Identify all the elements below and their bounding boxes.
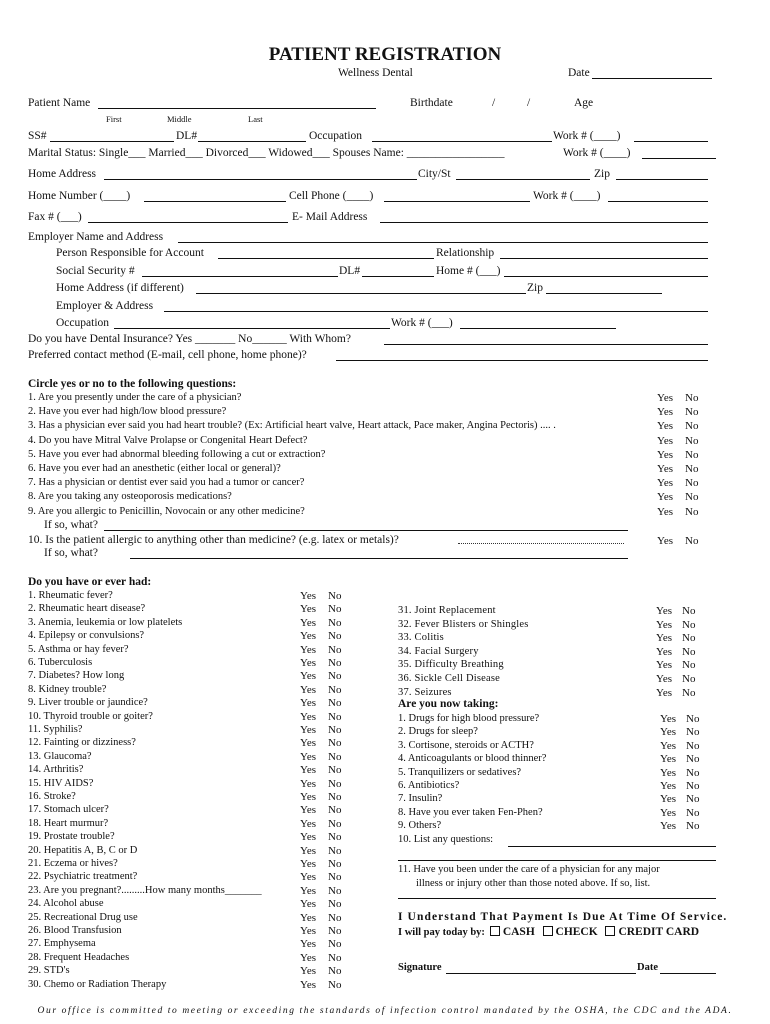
ever-had-yes[interactable]: Yes — [300, 724, 317, 736]
ever-had-yes[interactable]: Yes — [300, 844, 317, 857]
ss-label: SS# — [28, 130, 47, 142]
ever-had-no[interactable]: No — [328, 817, 342, 830]
ever-had-yes[interactable]: Yes — [300, 898, 317, 911]
q11-field[interactable] — [398, 898, 716, 899]
birthdate-label: Birthdate — [410, 97, 453, 109]
circle-question: 9. Are you allergic to Penicillin, Novocain or any other medicine? — [28, 505, 305, 517]
ever-had-yes[interactable]: Yes — [300, 670, 317, 683]
taking-item: 7. Insulin? — [398, 793, 443, 805]
circle-no[interactable]: No — [685, 491, 699, 504]
resp-work-label: Work # (___) — [391, 317, 453, 329]
patient-name-field[interactable] — [98, 108, 376, 109]
taking-yes[interactable]: Yes — [660, 806, 677, 819]
employer-label: Employer Name and Address — [28, 231, 164, 243]
ever-had-no[interactable]: No — [328, 737, 342, 750]
ever-had-yes[interactable]: Yes — [300, 657, 317, 669]
date-label: Date — [568, 67, 590, 79]
ever-had-no[interactable]: No — [328, 616, 342, 629]
responsible-person-label: Person Responsible for Account — [56, 247, 204, 259]
taking-item: 5. Tranquilizers or sedatives? — [398, 766, 522, 778]
q11-line1: 11. Have you been under the care of a physician for any major — [398, 864, 660, 875]
ever-had-yes[interactable]: Yes — [300, 683, 317, 696]
ever-had-yes[interactable]: Yes — [300, 938, 317, 951]
ever-had-no[interactable]: No — [328, 911, 342, 924]
ever-had-right-no[interactable]: No — [682, 605, 696, 617]
circle-no[interactable]: No — [685, 505, 699, 518]
ever-had-yes[interactable]: Yes — [300, 817, 317, 830]
circle-question: 6. Have you ever had an anesthetic (either local or general)? — [28, 463, 281, 474]
resp-ss-field[interactable] — [142, 276, 338, 277]
ever-had-item-right: 32. Fever Blisters or Shingles — [398, 618, 529, 630]
if-so-label: If so, what? — [44, 519, 98, 531]
circle-no[interactable]: No — [685, 448, 699, 461]
circle-yes[interactable]: Yes — [657, 420, 674, 433]
pay-today-label: I will pay today by: — [398, 927, 485, 938]
taking-no[interactable]: No — [686, 739, 700, 752]
age-label: Age — [574, 97, 594, 109]
ever-had-item: 17. Stomach ulcer? — [28, 804, 109, 816]
taking-no[interactable]: No — [686, 726, 700, 739]
ever-had-yes[interactable]: Yes — [300, 965, 317, 978]
taking-no[interactable]: No — [686, 806, 700, 819]
taking-heading: Are you now taking: — [398, 698, 499, 710]
last-sublabel: Last — [248, 114, 263, 124]
taking-yes[interactable]: Yes — [660, 780, 677, 792]
ever-had-no[interactable]: No — [328, 603, 342, 616]
home-number-field[interactable] — [144, 201, 286, 202]
circle-no[interactable]: No — [685, 477, 699, 490]
ever-had-item-right: 31. Joint Replacement — [398, 605, 496, 616]
circle-no[interactable]: No — [685, 434, 699, 447]
ever-had-item: 26. Blood Transfusion — [28, 925, 122, 936]
circle-yes[interactable]: Yes — [657, 463, 674, 475]
circle-yes[interactable]: Yes — [657, 434, 674, 447]
ever-had-right-yes[interactable]: Yes — [656, 618, 673, 631]
work-field-2[interactable] — [642, 158, 716, 159]
taking-yes[interactable]: Yes — [660, 766, 677, 779]
list-questions-label: 10. List any questions: — [398, 834, 494, 845]
ever-had-right-no[interactable]: No — [682, 686, 696, 699]
resp-home-field[interactable] — [504, 276, 708, 277]
relationship-label: Relationship — [436, 247, 495, 259]
ever-had-right-no[interactable]: No — [682, 659, 696, 672]
ever-had-yes[interactable]: Yes — [300, 951, 317, 964]
ever-had-no[interactable]: No — [328, 683, 342, 696]
taking-no[interactable]: No — [686, 820, 700, 833]
responsible-person-field[interactable] — [218, 258, 434, 259]
if-so-field-2[interactable] — [130, 558, 628, 559]
circle-yes[interactable]: Yes — [657, 392, 674, 404]
if-so-label-2: If so, what? — [44, 547, 98, 559]
ever-had-yes[interactable]: Yes — [300, 630, 317, 643]
circle-question: 1. Are you presently under the care of a physician? — [28, 392, 242, 403]
ever-had-item: 23. Are you pregnant?.........How many months_______ — [28, 884, 262, 896]
ever-had-yes[interactable]: Yes — [300, 911, 317, 924]
ever-had-item: 8. Kidney trouble? — [28, 683, 107, 695]
ever-had-item: 21. Eczema or hives? — [28, 858, 118, 869]
cell-label: Cell Phone (____) — [289, 190, 374, 202]
ever-had-no[interactable]: No — [328, 657, 342, 669]
circle-yes[interactable]: Yes — [657, 448, 674, 461]
patient-name-label: Patient Name — [28, 97, 91, 109]
credit-card-checkbox[interactable] — [605, 926, 615, 936]
resp-employer-field[interactable] — [164, 311, 708, 312]
taking-yes[interactable]: Yes — [660, 739, 677, 752]
ever-had-yes[interactable]: Yes — [300, 710, 317, 723]
ever-had-right-no[interactable]: No — [682, 618, 696, 631]
practice-name: Wellness Dental — [338, 67, 413, 79]
circle-question: 8. Are you taking any osteoporosis medications? — [28, 491, 232, 503]
cash-checkbox[interactable] — [490, 926, 500, 936]
taking-item: 8. Have you ever taken Fen-Phen? — [398, 806, 543, 818]
insurance-field[interactable] — [384, 344, 708, 345]
taking-yes[interactable]: Yes — [660, 753, 677, 766]
taking-no[interactable]: No — [686, 713, 700, 725]
ever-had-right-yes[interactable]: Yes — [656, 605, 673, 617]
page-title: PATIENT REGISTRATION — [268, 44, 502, 65]
ever-had-item: 9. Liver trouble or jaundice? — [28, 697, 148, 709]
payment-heading: I Understand That Payment Is Due At Time Of Service. — [398, 911, 728, 923]
taking-no[interactable]: No — [686, 766, 700, 779]
ever-had-item: 24. Alcohol abuse — [28, 898, 104, 910]
fax-label: Fax # (___) — [28, 211, 82, 223]
taking-item: 4. Anticoagulants or blood thinner? — [398, 753, 547, 765]
signature-date-label: Date — [637, 962, 658, 973]
ever-had-item: 2. Rheumatic heart disease? — [28, 603, 146, 615]
zip-label: Zip — [594, 168, 610, 180]
ever-had-item: 4. Epilepsy or convulsions? — [28, 630, 145, 642]
ever-had-item: 27. Emphysema — [28, 938, 96, 950]
ever-had-item: 7. Diabetes? How long — [28, 670, 125, 682]
work-label-3: Work # (____) — [533, 190, 601, 202]
ever-had-item: 10. Thyroid trouble or goiter? — [28, 710, 153, 722]
ever-had-right-no[interactable]: No — [682, 645, 696, 658]
ever-had-no[interactable]: No — [328, 938, 342, 951]
if-so-field[interactable] — [104, 530, 628, 531]
ever-had-yes[interactable]: Yes — [300, 871, 317, 884]
ever-had-yes[interactable]: Yes — [300, 737, 317, 750]
ever-had-no[interactable]: No — [328, 831, 342, 844]
ever-had-item-right: 37. Seizures — [398, 686, 452, 698]
dl-label: DL# — [176, 130, 198, 142]
taking-yes[interactable]: Yes — [660, 793, 677, 806]
ever-had-no[interactable]: No — [328, 777, 342, 790]
ever-had-yes[interactable]: Yes — [300, 643, 317, 656]
ever-had-item-right: 36. Sickle Cell Disease — [398, 673, 500, 684]
ever-had-no[interactable]: No — [328, 697, 342, 710]
ever-had-item: 3. Anemia, leukemia or low platelets — [28, 616, 183, 628]
resp-home-label: Home # (___) — [436, 265, 501, 277]
work-label: Work # (____) — [553, 130, 621, 142]
ever-had-no[interactable]: No — [328, 965, 342, 978]
ever-had-no[interactable]: No — [328, 898, 342, 911]
ever-had-no[interactable]: No — [328, 670, 342, 683]
middle-sublabel: Middle — [167, 114, 192, 124]
footer-note: Our office is committed to meeting or exceeding the standards of infection control mandated by the OSHA, the CDC and the ADA. — [37, 1006, 733, 1016]
contact-method-field[interactable] — [336, 360, 708, 361]
circle-yes[interactable]: Yes — [657, 477, 674, 490]
city-field[interactable] — [456, 179, 590, 180]
ever-had-no[interactable]: No — [328, 750, 342, 763]
circle-yes[interactable]: Yes — [657, 406, 674, 419]
credit-card-label: CREDIT CARD — [618, 926, 700, 938]
ever-had-right-yes[interactable]: Yes — [656, 673, 673, 685]
ever-had-no[interactable]: No — [328, 630, 342, 643]
circle-question: 3. Has a physician ever said you had heart trouble? (Ex: Artificial heart valve, Heart attack, Pace maker, Angina Pectoris) .... . — [28, 420, 556, 432]
ever-had-item: 25. Recreational Drug use — [28, 911, 138, 923]
ever-had-no[interactable]: No — [328, 791, 342, 803]
taking-item: 3. Cortisone, steroids or ACTH? — [398, 739, 534, 751]
taking-yes[interactable]: Yes — [660, 726, 677, 739]
circle-heading: Circle yes or no to the following questions: — [28, 378, 237, 390]
list-questions-field[interactable] — [508, 846, 716, 847]
ever-had-yes[interactable]: Yes — [300, 791, 317, 803]
q10-text: 10. Is the patient allergic to anything other than medicine? (e.g. latex or metals)? — [28, 534, 399, 546]
circle-yes[interactable]: Yes — [657, 505, 674, 518]
home-address-field[interactable] — [104, 179, 417, 180]
ever-had-yes[interactable]: Yes — [300, 590, 317, 602]
signature-date-field[interactable] — [660, 973, 716, 974]
ever-had-item-right: 34. Facial Surgery — [398, 645, 479, 657]
taking-no[interactable]: No — [686, 753, 700, 766]
ever-had-no[interactable]: No — [328, 710, 342, 723]
ever-had-item: 13. Glaucoma? — [28, 750, 92, 762]
payment-options — [398, 926, 699, 938]
ever-had-right-yes[interactable]: Yes — [656, 659, 673, 672]
cell-field[interactable] — [384, 201, 530, 202]
ever-had-item: 22. Psychiatric treatment? — [28, 871, 138, 883]
ever-had-item: 12. Fainting or dizziness? — [28, 737, 136, 749]
ever-had-item: 14. Arthritis? — [28, 764, 84, 776]
ever-had-yes[interactable]: Yes — [300, 750, 317, 763]
ever-had-item-right: 33. Colitis — [398, 632, 444, 644]
circle-question: 2. Have you ever had high/low blood pressure? — [28, 406, 227, 418]
check-checkbox[interactable] — [543, 926, 553, 936]
taking-item: 6. Antibiotics? — [398, 780, 460, 791]
ever-had-yes[interactable]: Yes — [300, 858, 317, 870]
ever-had-item-right: 35. Difficulty Breathing — [398, 659, 504, 671]
ever-had-item: 11. Syphilis? — [28, 724, 83, 735]
taking-no[interactable]: No — [686, 793, 700, 806]
ever-had-yes[interactable]: Yes — [300, 884, 317, 897]
ever-had-no[interactable]: No — [328, 978, 342, 991]
city-label: City/St — [418, 168, 451, 180]
resp-dl-label: DL# — [339, 265, 361, 277]
resp-occupation-field[interactable] — [114, 328, 390, 329]
resp-dl-field[interactable] — [362, 276, 434, 277]
resp-zip-field[interactable] — [546, 293, 662, 294]
ever-had-no[interactable]: No — [328, 590, 342, 602]
ever-had-yes[interactable]: Yes — [300, 925, 317, 937]
resp-occupation-label: Occupation — [56, 317, 110, 329]
resp-address-field[interactable] — [196, 293, 526, 294]
home-address-label: Home Address — [28, 168, 97, 180]
ever-had-no[interactable]: No — [328, 764, 342, 777]
ever-had-no[interactable]: No — [328, 804, 342, 817]
date-field[interactable] — [592, 78, 712, 79]
email-label: E- Mail Address — [292, 211, 368, 223]
ever-had-no[interactable]: No — [328, 884, 342, 897]
taking-no[interactable]: No — [686, 780, 700, 792]
ever-had-right-yes[interactable]: Yes — [656, 645, 673, 658]
work-field-3[interactable] — [608, 201, 708, 202]
ever-had-item: 16. Stroke? — [28, 791, 76, 802]
ever-had-right-yes[interactable]: Yes — [656, 632, 673, 645]
circle-question: 7. Has a physician or dentist ever said you had a tumor or cancer? — [28, 477, 305, 489]
dl-field[interactable] — [198, 141, 306, 142]
first-sublabel: First — [106, 114, 122, 124]
circle-yes[interactable]: Yes — [657, 491, 674, 504]
q11-line2: illness or injury other than those noted above. If so, list. — [416, 878, 651, 889]
ever-had-item: 19. Prostate trouble? — [28, 831, 115, 843]
birthdate-slash-1: / — [492, 97, 496, 109]
ever-had-yes[interactable]: Yes — [300, 777, 317, 790]
ever-had-right-yes[interactable]: Yes — [656, 686, 673, 699]
resp-ss-label: Social Security # — [56, 265, 135, 277]
q10-dots — [458, 543, 624, 544]
ever-had-yes[interactable]: Yes — [300, 697, 317, 710]
ever-had-yes[interactable]: Yes — [300, 978, 317, 991]
ever-had-item: 1. Rheumatic fever? — [28, 590, 113, 601]
circle-no[interactable]: No — [685, 406, 699, 419]
ever-had-yes[interactable]: Yes — [300, 831, 317, 844]
circle-question: 5. Have you ever had abnormal bleeding following a cut or extraction? — [28, 448, 326, 460]
ever-had-item: 29. STD's — [28, 965, 70, 977]
ever-had-yes[interactable]: Yes — [300, 764, 317, 777]
ever-had-no[interactable]: No — [328, 858, 342, 870]
zip-field[interactable] — [616, 179, 708, 180]
ever-had-item: 18. Heart murmur? — [28, 817, 109, 829]
list-questions-field-2[interactable] — [398, 860, 716, 861]
ever-had-yes[interactable]: Yes — [300, 804, 317, 817]
resp-address-label: Home Address (if different) — [56, 282, 184, 294]
ever-had-yes[interactable]: Yes — [300, 603, 317, 616]
contact-method: Preferred contact method (E-mail, cell phone, home phone)? — [28, 349, 307, 361]
ever-had-no[interactable]: No — [328, 951, 342, 964]
circle-no[interactable]: No — [685, 392, 699, 404]
occupation-field[interactable] — [372, 141, 552, 142]
resp-zip-label: Zip — [527, 282, 543, 294]
q10-yes[interactable]: Yes — [657, 535, 674, 547]
taking-yes[interactable]: Yes — [660, 713, 677, 725]
check-label: CHECK — [555, 926, 598, 938]
ever-had-item: 15. HIV AIDS? — [28, 777, 94, 789]
resp-work-field[interactable] — [460, 328, 616, 329]
employer-field[interactable] — [178, 242, 708, 243]
signature-label: Signature — [398, 962, 442, 973]
signature-field[interactable] — [446, 973, 636, 974]
ever-had-item: 28. Frequent Headaches — [28, 951, 130, 963]
ever-had-no[interactable]: No — [328, 643, 342, 656]
marital-status: Marital Status: Single___ Married___ Divorced___ Widowed___ Spouses Name: _________________ — [28, 147, 505, 159]
ever-had-item: 20. Hepatitis A, B, C or D — [28, 844, 138, 856]
q10-no[interactable]: No — [685, 535, 699, 547]
ever-had-no[interactable]: No — [328, 724, 342, 736]
relationship-field[interactable] — [500, 258, 708, 259]
insurance-question: Do you have Dental Insurance? Yes _______ No______ With Whom? — [28, 333, 351, 345]
work-field[interactable] — [634, 141, 708, 142]
taking-item: 9. Others? — [398, 820, 442, 832]
email-field[interactable] — [380, 222, 708, 223]
birthdate-slash-2: / — [527, 97, 531, 109]
circle-no[interactable]: No — [685, 420, 699, 433]
circle-question: 4. Do you have Mitral Valve Prolapse or Congenital Heart Defect? — [28, 434, 308, 446]
ever-had-no[interactable]: No — [328, 871, 342, 884]
ever-had-item: 5. Asthma or hay fever? — [28, 643, 129, 655]
ever-had-no[interactable]: No — [328, 844, 342, 857]
taking-item: 2. Drugs for sleep? — [398, 726, 478, 738]
ever-had-item: 6. Tuberculosis — [28, 657, 93, 668]
work-label-2: Work # (____) — [563, 147, 631, 159]
taking-yes[interactable]: Yes — [660, 820, 677, 833]
occupation-label: Occupation — [309, 130, 363, 142]
cash-label: CASH — [502, 926, 535, 938]
ever-had-yes[interactable]: Yes — [300, 616, 317, 629]
ss-field[interactable] — [50, 141, 174, 142]
ever-had-item: 30. Chemo or Radiation Therapy — [28, 978, 167, 990]
home-number-label: Home Number (____) — [28, 190, 131, 202]
resp-employer-label: Employer & Address — [56, 300, 154, 312]
ever-had-right-no[interactable]: No — [682, 673, 696, 685]
circle-no[interactable]: No — [685, 463, 699, 475]
ever-had-no[interactable]: No — [328, 925, 342, 937]
taking-item: 1. Drugs for high blood pressure? — [398, 713, 540, 724]
ever-had-heading: Do you have or ever had: — [28, 576, 152, 588]
ever-had-right-no[interactable]: No — [682, 632, 696, 645]
fax-field[interactable] — [88, 222, 288, 223]
